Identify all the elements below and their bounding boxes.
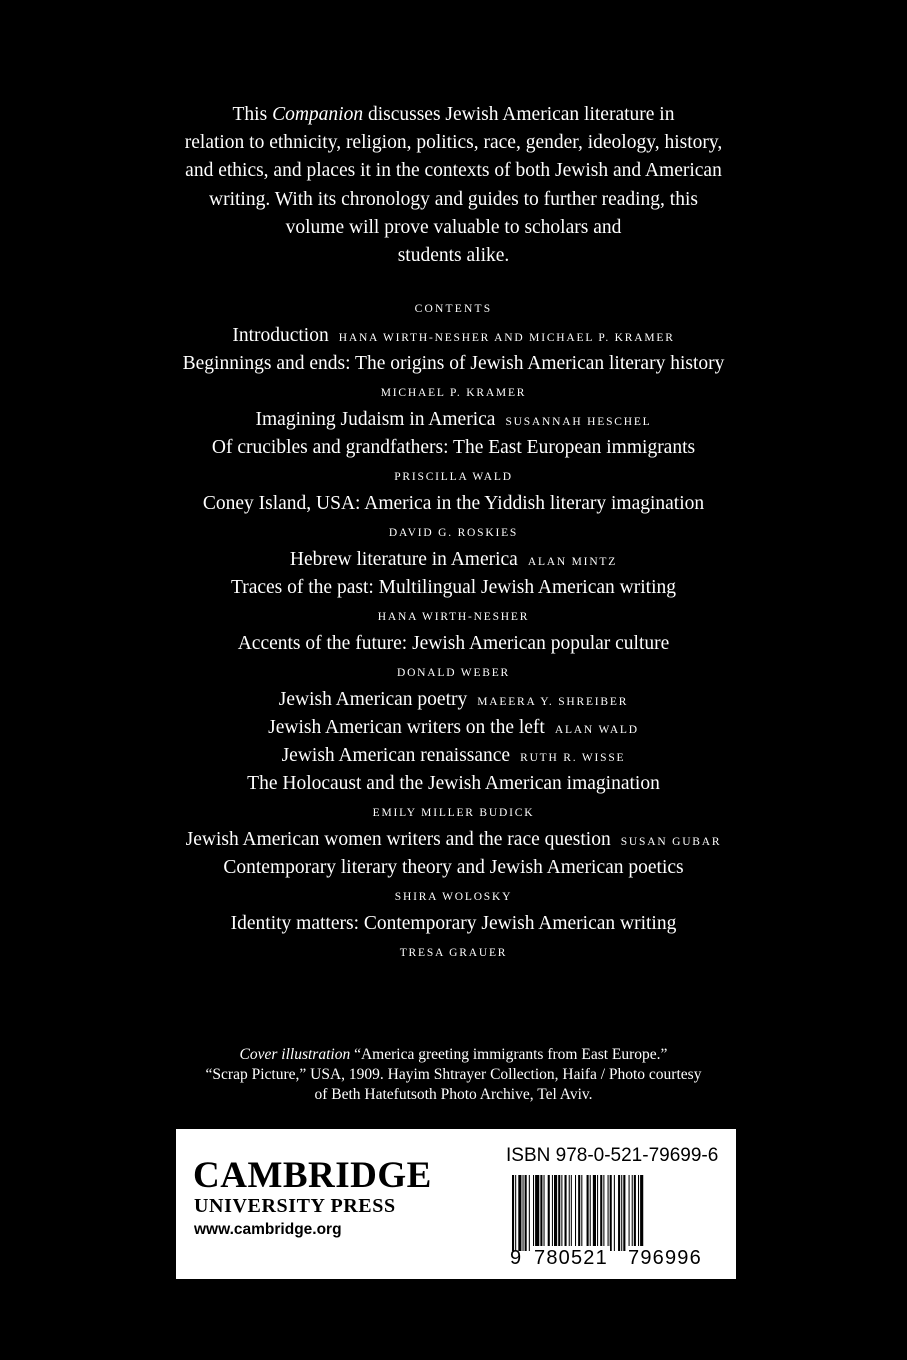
contents-entry bbox=[0, 686, 907, 714]
contents-entry bbox=[0, 350, 907, 378]
cover-illustration-credit bbox=[0, 1045, 907, 1105]
barcode-bar bbox=[640, 1175, 643, 1251]
contents-entry bbox=[0, 826, 907, 854]
barcode-bar bbox=[518, 1175, 521, 1251]
contents-entry bbox=[0, 490, 907, 518]
publisher-url: www.cambridge.org bbox=[194, 1221, 342, 1238]
blurb-text: discusses Jewish American literature in bbox=[363, 104, 675, 125]
barcode-bar bbox=[512, 1175, 514, 1251]
barcode-bar bbox=[569, 1175, 570, 1251]
barcode-icon bbox=[510, 1175, 720, 1251]
barcode-bar bbox=[571, 1175, 572, 1251]
barcode-bar bbox=[540, 1175, 542, 1251]
blurb-line bbox=[150, 101, 757, 129]
contents-entry-author-line bbox=[0, 518, 907, 546]
contents-entry-author-line bbox=[0, 602, 907, 630]
barcode-bar bbox=[618, 1175, 620, 1251]
barcode-bar bbox=[552, 1175, 553, 1251]
barcode-bar bbox=[581, 1175, 582, 1251]
chapter-author: ALAN WALD bbox=[554, 724, 639, 736]
chapter-author: TRESA GRAUER bbox=[399, 947, 508, 959]
barcode-bar bbox=[597, 1175, 598, 1251]
chapter-author: PRISCILLA WALD bbox=[394, 471, 513, 483]
credit-line-1-text: “America greeting immigrants from East Europe.” bbox=[350, 1046, 668, 1063]
chapter-title: Identity matters: Contemporary Jewish American writing bbox=[230, 913, 677, 934]
chapter-title: Traces of the past: Multilingual Jewish American writing bbox=[230, 577, 676, 598]
barcode-bar bbox=[575, 1175, 576, 1251]
chapter-author: MICHAEL P. KRAMER bbox=[380, 387, 527, 399]
blurb-line: students alike. bbox=[397, 245, 510, 267]
contents-entry-author-line bbox=[0, 658, 907, 686]
publisher-logo-name bbox=[193, 1157, 432, 1195]
barcode-bar bbox=[554, 1175, 557, 1251]
chapter-author: RUTH R. WISSE bbox=[520, 752, 626, 764]
barcode-bar bbox=[525, 1175, 527, 1251]
barcode-bar bbox=[638, 1175, 639, 1251]
barcode-bar bbox=[529, 1175, 530, 1251]
credit-line-3: of Beth Hatefutsoth Photo Archive, Tel Aviv. bbox=[314, 1086, 593, 1103]
barcode-bar bbox=[578, 1175, 580, 1251]
credit-line-2: “Scrap Picture,” USA, 1909. Hayim Shtrayer Collection, Haifa / Photo courtesy bbox=[205, 1066, 702, 1083]
barcode-bar bbox=[610, 1175, 612, 1251]
blurb-text: This bbox=[232, 104, 273, 125]
barcode-bar bbox=[634, 1175, 636, 1251]
chapter-title: Hebrew literature in America bbox=[289, 549, 518, 570]
barcode-bar bbox=[565, 1175, 567, 1251]
contents-entry bbox=[0, 742, 907, 770]
chapter-author: SUSANNAH HESCHEL bbox=[505, 416, 652, 428]
barcode-digit-first: 9 bbox=[510, 1247, 522, 1269]
chapter-title: Jewish American renaissance bbox=[281, 745, 511, 766]
barcode-bar bbox=[587, 1175, 589, 1251]
credit-line-1 bbox=[0, 1045, 907, 1065]
contents-list bbox=[0, 322, 907, 966]
chapter-author: EMILY MILLER BUDICK bbox=[372, 807, 535, 819]
contents-entry-author-line bbox=[0, 798, 907, 826]
isbn-label: ISBN 978-0-521-79699-6 bbox=[506, 1145, 719, 1166]
blurb-italic-title: Companion bbox=[272, 104, 364, 125]
chapter-title: Jewish American writers on the left bbox=[268, 717, 545, 738]
back-cover-blurb bbox=[150, 101, 757, 270]
barcode-bar bbox=[533, 1175, 534, 1251]
blurb-line: and ethics, and places it in the contexts of both Jewish and American bbox=[185, 160, 722, 182]
credit-label: Cover illustration bbox=[239, 1046, 351, 1063]
chapter-title: Jewish American poetry bbox=[278, 689, 468, 710]
blurb-line: relation to ethnicity, religion, politics, race, gender, ideology, history, bbox=[184, 132, 723, 154]
barcode-bar bbox=[608, 1175, 609, 1251]
barcode-bar bbox=[593, 1175, 596, 1251]
barcode-bar bbox=[548, 1175, 550, 1251]
barcode-bar bbox=[614, 1175, 615, 1251]
chapter-title: Introduction bbox=[232, 325, 329, 346]
chapter-title: Jewish American women writers and the race question bbox=[185, 829, 611, 850]
chapter-title: Beginnings and ends: The origins of Jewish American literary history bbox=[182, 353, 725, 374]
barcode-bar bbox=[558, 1175, 560, 1251]
contents-entry bbox=[0, 630, 907, 658]
contents-entry-author-line bbox=[0, 882, 907, 910]
barcode-bar bbox=[629, 1175, 630, 1251]
contents-entry bbox=[0, 322, 907, 350]
contents-entry-author-line bbox=[0, 378, 907, 406]
barcode-bar bbox=[590, 1175, 591, 1251]
chapter-author: DAVID G. ROSKIES bbox=[388, 527, 519, 539]
publisher-barcode-panel bbox=[176, 1129, 736, 1279]
contents-entry bbox=[0, 854, 907, 882]
chapter-author: SHIRA WOLOSKY bbox=[394, 891, 513, 903]
contents-entry bbox=[0, 574, 907, 602]
chapter-author: HANA WIRTH-NESHER bbox=[377, 611, 530, 623]
chapter-title: Of crucibles and grandfathers: The East European immigrants bbox=[211, 437, 696, 458]
chapter-author: MAEERA Y. SHREIBER bbox=[477, 696, 629, 708]
barcode-bar bbox=[621, 1175, 622, 1251]
barcode-bar bbox=[632, 1175, 633, 1251]
barcode-digits bbox=[510, 1246, 720, 1270]
barcode-digit-group-1: 780521 bbox=[534, 1247, 608, 1269]
blurb-line: volume will prove valuable to scholars and bbox=[285, 216, 622, 238]
contents-entry-author-line bbox=[0, 938, 907, 966]
chapter-title: Contemporary literary theory and Jewish American poetics bbox=[223, 857, 684, 878]
contents-entry bbox=[0, 546, 907, 574]
contents-entry bbox=[0, 770, 907, 798]
chapter-title: Accents of the future: Jewish American popular culture bbox=[237, 633, 670, 654]
chapter-author: ALAN MINTZ bbox=[527, 556, 618, 568]
chapter-author: DONALD WEBER bbox=[396, 667, 511, 679]
blurb-line: writing. With its chronology and guides to further reading, this bbox=[209, 188, 698, 210]
barcode-bar bbox=[561, 1175, 562, 1251]
barcode-bar bbox=[515, 1175, 516, 1251]
contents-entry bbox=[0, 434, 907, 462]
contents-entry-author-line bbox=[0, 462, 907, 490]
contents-entry bbox=[0, 910, 907, 938]
barcode-bar bbox=[623, 1175, 625, 1251]
publisher-subtitle: UNIVERSITY PRESS bbox=[194, 1195, 396, 1217]
barcode-bar bbox=[544, 1175, 545, 1251]
chapter-title: Imagining Judaism in America bbox=[255, 409, 496, 430]
barcode-bar bbox=[523, 1175, 524, 1251]
contents-heading: CONTENTS bbox=[414, 303, 493, 315]
barcode-bar bbox=[535, 1175, 539, 1251]
chapter-author: HANA WIRTH-NESHER AND MICHAEL P. KRAMER bbox=[338, 332, 675, 344]
contents-entry bbox=[0, 714, 907, 742]
contents-entry bbox=[0, 406, 907, 434]
chapter-title: Coney Island, USA: America in the Yiddish literary imagination bbox=[202, 493, 705, 514]
barcode-bar bbox=[600, 1175, 602, 1251]
barcode-bar bbox=[603, 1175, 604, 1251]
chapter-author: SUSAN GUBAR bbox=[620, 836, 722, 848]
chapter-title: The Holocaust and the Jewish American imagination bbox=[247, 773, 660, 794]
barcode-digit-group-2: 796996 bbox=[628, 1247, 702, 1269]
publisher-name: CAMBRIDGE bbox=[193, 1155, 432, 1196]
